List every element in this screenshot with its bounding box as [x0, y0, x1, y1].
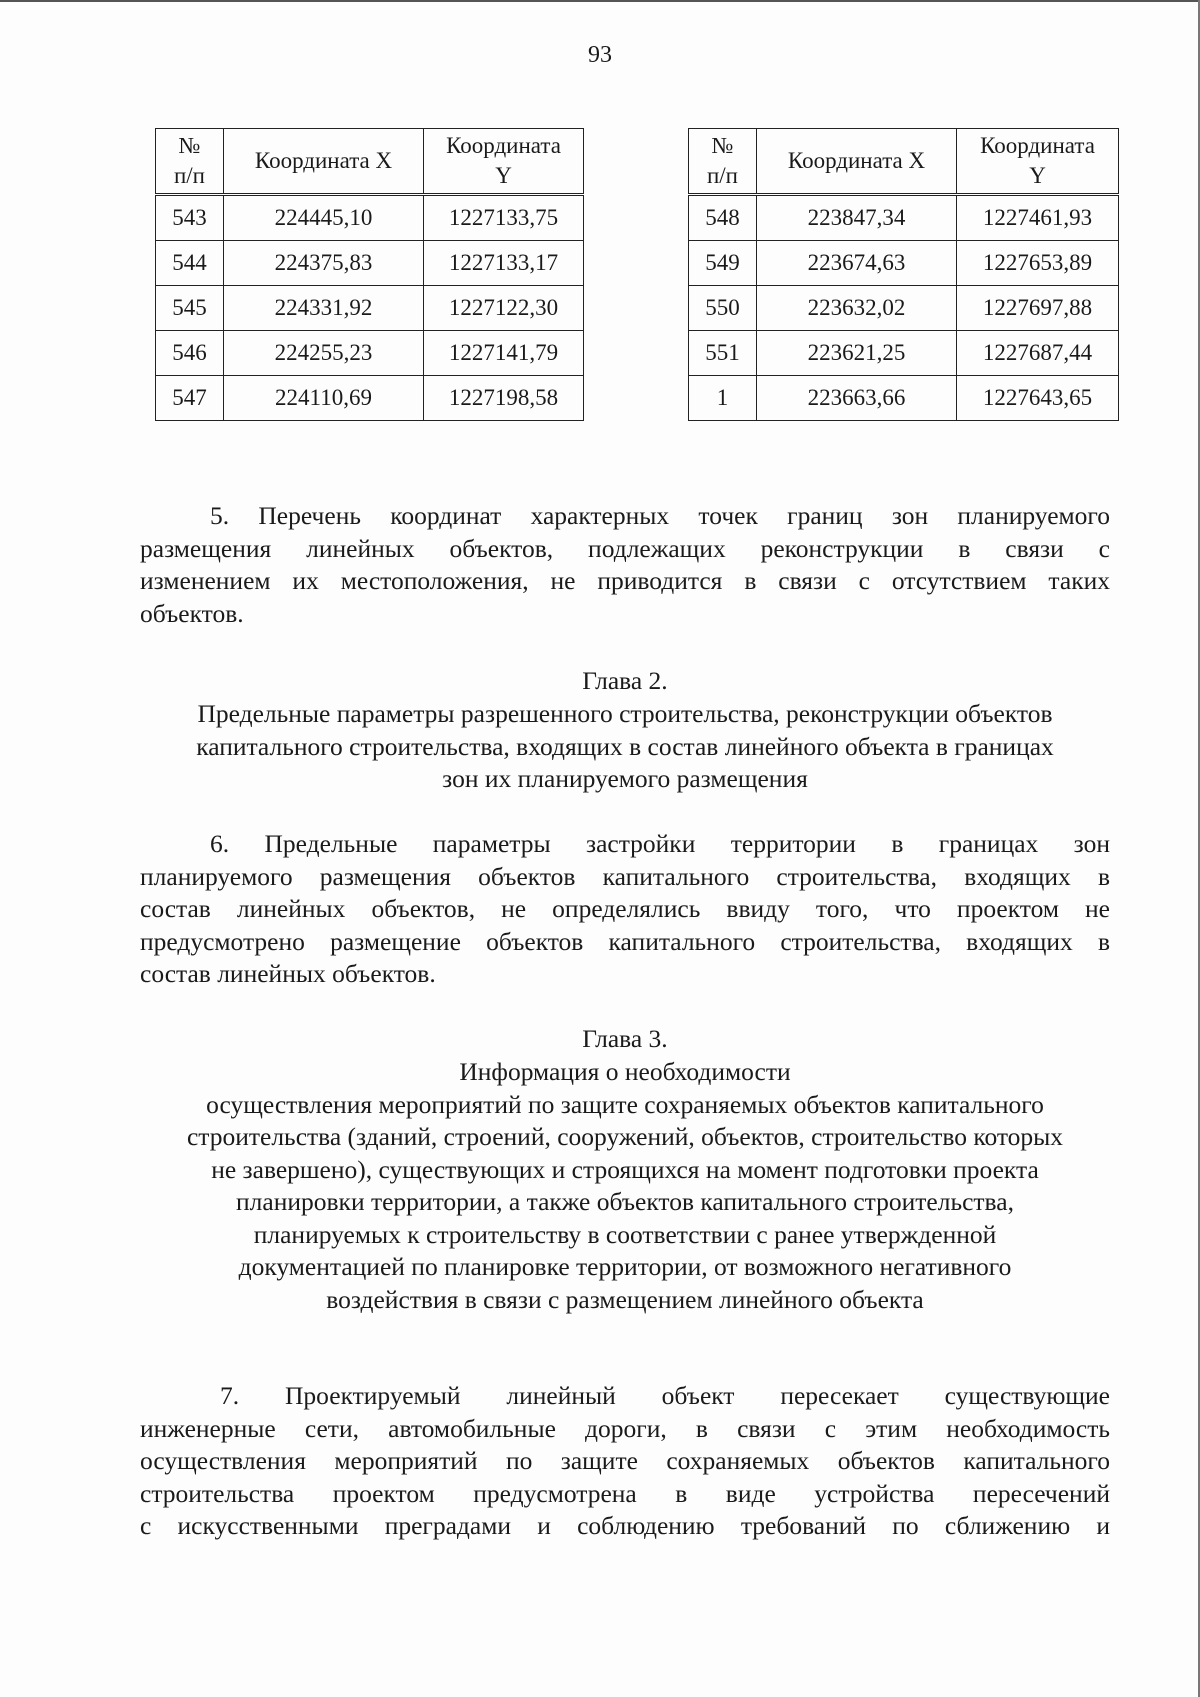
- table-row: [156, 241, 584, 286]
- cell-number: 548: [689, 195, 757, 241]
- cell-y: 1227133,75: [424, 195, 584, 241]
- heading-line: капитального строительства, входящих в состав линейного объекта в границах: [196, 731, 1054, 761]
- header-number: № п/п: [689, 129, 757, 195]
- coordinates-table-right: [688, 128, 1119, 421]
- cell-number: 544: [156, 241, 224, 286]
- cell-x: 224110,69: [224, 376, 424, 421]
- table-header-row: [156, 129, 584, 195]
- cell-number: 549: [689, 241, 757, 286]
- paragraph-line: состав линейных объектов.: [140, 959, 436, 988]
- cell-x: 224331,92: [224, 286, 424, 331]
- cell-number: 545: [156, 286, 224, 331]
- scan-edge-top: [0, 0, 1200, 2]
- table-row: [156, 331, 584, 376]
- table-row: [156, 286, 584, 331]
- paragraph-6: [140, 828, 1110, 1023]
- cell-y: 1227653,89: [957, 241, 1119, 286]
- chapter-2-subtitle: [130, 698, 1120, 796]
- cell-x: 223621,25: [757, 331, 957, 376]
- table-row: [689, 331, 1119, 376]
- heading-line: Информация о необходимости: [459, 1057, 791, 1086]
- cell-x: 224445,10: [224, 195, 424, 241]
- paragraph-line: 6. Предельные параметры застройки территории в границах зон: [210, 829, 1110, 858]
- cell-y: 1227461,93: [957, 195, 1119, 241]
- heading-line: не завершено), существующих и строящихся на момент подготовки проекта: [211, 1154, 1039, 1184]
- cell-number: 1: [689, 376, 757, 421]
- table-row: [689, 195, 1119, 241]
- paragraph-line: инженерные сети, автомобильные дороги, в связи с этим необходимость: [140, 1413, 1110, 1443]
- chapter-2-title: Глава 2.: [582, 666, 668, 695]
- cell-number: 547: [156, 376, 224, 421]
- paragraph-line: предусмотрено размещение объектов капитального строительства, входящих в: [140, 926, 1110, 956]
- paragraph-line: состав линейных объектов, не определялись ввиду того, что проектом не: [140, 894, 1110, 923]
- cell-y: 1227198,58: [424, 376, 584, 421]
- cell-number: 546: [156, 331, 224, 376]
- heading-line: планировки территории, а также объектов капитального строительства,: [236, 1187, 1014, 1216]
- table-row: [689, 241, 1119, 286]
- header-coordinate-y: Координата Y: [424, 129, 584, 195]
- heading-line: воздействия в связи с размещением линейного объекта: [326, 1284, 924, 1314]
- cell-x: 223847,34: [757, 195, 957, 241]
- page-number: 93: [588, 42, 612, 68]
- chapter-3-subtitle: [130, 1056, 1120, 1316]
- cell-x: 224255,23: [224, 331, 424, 376]
- table-row: [156, 195, 584, 241]
- cell-y: 1227687,44: [957, 331, 1119, 376]
- coordinates-table-left: [155, 128, 584, 421]
- heading-line: планируемых к строительству в соответствии с ранее утвержденной: [253, 1219, 997, 1249]
- paragraph-line: размещения линейных объектов, подлежащих реконструкции в связи с: [140, 533, 1110, 563]
- header-coordinate-y: Координата Y: [957, 129, 1119, 195]
- heading-line: осуществления мероприятий по защите сохраняемых объектов капитального: [206, 1089, 1044, 1119]
- cell-x: 223663,66: [757, 376, 957, 421]
- cell-x: 223632,02: [757, 286, 957, 331]
- cell-number: 543: [156, 195, 224, 241]
- header-coordinate-x: Координата X: [757, 129, 957, 195]
- header-number: № п/п: [156, 129, 224, 195]
- cell-y: 1227697,88: [957, 286, 1119, 331]
- paragraph-line: с искусственными преградами и соблюдению требований по сближению и: [140, 1511, 1110, 1540]
- table-row: [689, 286, 1119, 331]
- heading-line: зон их планируемого размещения: [442, 764, 808, 793]
- heading-line: строительства (зданий, строений, сооружений, объектов, строительство которых: [186, 1122, 1064, 1151]
- heading-line: документацией по планировке территории, от возможного негативного: [238, 1252, 1012, 1281]
- paragraph-line: 7. Проектируемый линейный объект пересекает существующие: [220, 1381, 1110, 1410]
- table-row: [689, 376, 1119, 421]
- chapter-3-title: Глава 3.: [582, 1024, 668, 1053]
- cell-x: 223674,63: [757, 241, 957, 286]
- heading-line: Предельные параметры разрешенного строительства, реконструкции объектов: [197, 699, 1053, 728]
- paragraph-5: [140, 500, 1110, 663]
- cell-y: 1227133,17: [424, 241, 584, 286]
- cell-y: 1227141,79: [424, 331, 584, 376]
- header-coordinate-x: Координата X: [224, 129, 424, 195]
- paragraph-line: строительства проектом предусмотрена в виде устройства пересечений: [140, 1478, 1110, 1508]
- paragraph-line: изменением их местоположения, не приводится в связи с отсутствием таких: [140, 566, 1110, 595]
- cell-y: 1227643,65: [957, 376, 1119, 421]
- paragraph-line: осуществления мероприятий по защите сохраняемых объектов капитального: [140, 1446, 1110, 1475]
- paragraph-line: объектов.: [140, 598, 244, 628]
- paragraph-line: 5. Перечень координат характерных точек границ зон планируемого: [210, 501, 1110, 530]
- paragraph-7: [140, 1380, 1110, 1575]
- cell-number: 550: [689, 286, 757, 331]
- paragraph-line: планируемого размещения объектов капитального строительства, входящих в: [140, 861, 1110, 891]
- cell-number: 551: [689, 331, 757, 376]
- table-row: [156, 376, 584, 421]
- cell-x: 224375,83: [224, 241, 424, 286]
- table-header-row: [689, 129, 1119, 195]
- cell-y: 1227122,30: [424, 286, 584, 331]
